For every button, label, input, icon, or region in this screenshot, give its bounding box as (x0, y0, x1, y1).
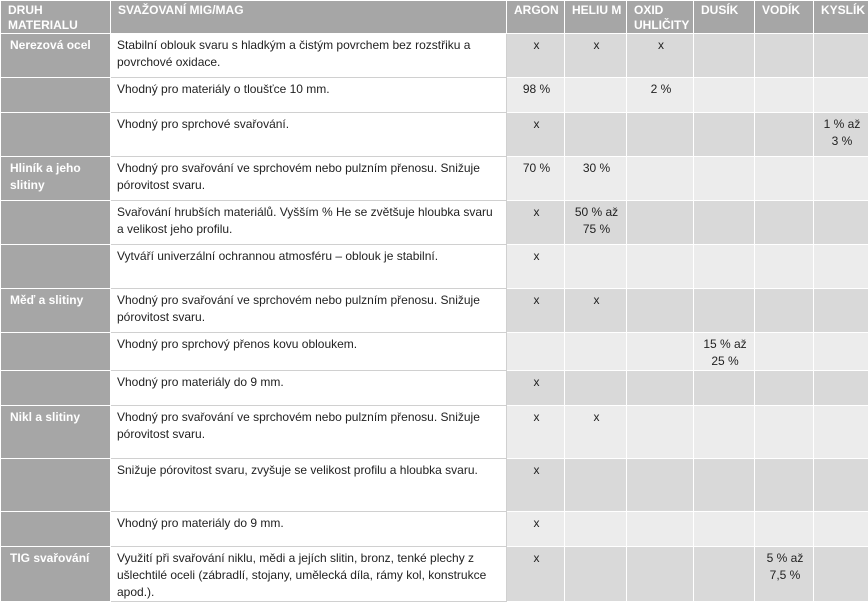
header-oxygen: KYSLÍK (814, 1, 868, 34)
hydrogen-cell (755, 245, 814, 289)
co2-cell (627, 459, 694, 512)
nitrogen-cell (694, 406, 755, 459)
material-cell: TIG svařování (1, 547, 111, 602)
table-row (1, 78, 868, 113)
nitrogen-cell (694, 113, 755, 157)
co2-cell (627, 371, 694, 406)
hydrogen-cell (755, 459, 814, 512)
nitrogen-cell (694, 512, 755, 547)
nitrogen-cell (694, 459, 755, 512)
description-cell: Vhodný pro svařování ve sprchovém nebo pulzním přenosu. Snižuje pórovitost svaru. (111, 157, 507, 201)
oxygen-cell (814, 34, 868, 78)
material-cell: Hliník a jeho slitiny (1, 157, 111, 201)
table-row (1, 547, 868, 602)
hydrogen-cell (755, 333, 814, 371)
material-cell (1, 201, 111, 245)
nitrogen-cell (694, 371, 755, 406)
header-row (1, 1, 868, 34)
hydrogen-cell (755, 289, 814, 333)
argon-cell: x (507, 201, 565, 245)
material-cell: Nerezová ocel (1, 34, 111, 78)
header-nitrogen: DUSÍK (694, 1, 755, 34)
description-cell: Vytváří univerzální ochrannou atmosféru – oblouk je stabilní. (111, 245, 507, 289)
hydrogen-cell (755, 78, 814, 113)
table-row (1, 157, 868, 201)
helium-cell: x (565, 34, 627, 78)
table-row (1, 201, 868, 245)
description-cell: Vhodný pro svařování ve sprchovém nebo pulzním přenosu. Snižuje pórovitost svaru. (111, 406, 507, 459)
oxygen-cell (814, 371, 868, 406)
hydrogen-cell: 5 % až 7,5 % (755, 547, 814, 602)
argon-cell: x (507, 512, 565, 547)
hydrogen-cell (755, 201, 814, 245)
oxygen-cell (814, 333, 868, 371)
table-row (1, 459, 868, 512)
table-row (1, 113, 868, 157)
header-helium: HELIU M (565, 1, 627, 34)
oxygen-cell (814, 157, 868, 201)
hydrogen-cell (755, 371, 814, 406)
co2-cell: 2 % (627, 78, 694, 113)
co2-cell (627, 512, 694, 547)
helium-cell: x (565, 289, 627, 333)
description-cell: Využití při svařování niklu, mědi a jejích slitin, bronz, tenké plechy z ušlechtilé oceli (zábradlí, stojany, umělecká díla, rámy kol, konstrukce apod.). (111, 547, 507, 602)
table-row (1, 371, 868, 406)
description-cell: Snižuje pórovitost svaru, zvyšuje se velikost profilu a hloubka svaru. (111, 459, 507, 512)
helium-cell (565, 113, 627, 157)
co2-cell (627, 333, 694, 371)
nitrogen-cell (694, 157, 755, 201)
co2-cell (627, 289, 694, 333)
description-cell: Vhodný pro sprchové svařování. (111, 113, 507, 157)
material-cell (1, 512, 111, 547)
helium-cell (565, 512, 627, 547)
oxygen-cell (814, 512, 868, 547)
helium-cell: x (565, 406, 627, 459)
table-row (1, 512, 868, 547)
oxygen-cell (814, 406, 868, 459)
table-row (1, 245, 868, 289)
argon-cell: x (507, 245, 565, 289)
description-cell: Vhodný pro materiály do 9 mm. (111, 512, 507, 547)
nitrogen-cell (694, 245, 755, 289)
argon-cell: x (507, 113, 565, 157)
material-cell (1, 78, 111, 113)
helium-cell: 50 % až 75 % (565, 201, 627, 245)
table-row (1, 289, 868, 333)
co2-cell (627, 113, 694, 157)
material-cell (1, 371, 111, 406)
oxygen-cell (814, 245, 868, 289)
argon-cell: x (507, 34, 565, 78)
oxygen-cell (814, 201, 868, 245)
argon-cell: x (507, 289, 565, 333)
hydrogen-cell (755, 406, 814, 459)
co2-cell (627, 201, 694, 245)
nitrogen-cell (694, 78, 755, 113)
co2-cell (627, 406, 694, 459)
hydrogen-cell (755, 113, 814, 157)
nitrogen-cell (694, 201, 755, 245)
helium-cell (565, 371, 627, 406)
oxygen-cell: 1 % až 3 % (814, 113, 868, 157)
helium-cell (565, 333, 627, 371)
oxygen-cell (814, 547, 868, 602)
material-cell (1, 333, 111, 371)
description-cell: Svařování hrubších materiálů. Vyšším % He se zvětšuje hloubka svaru a velikost jeho profilu. (111, 201, 507, 245)
hydrogen-cell (755, 512, 814, 547)
nitrogen-cell (694, 289, 755, 333)
co2-cell (627, 547, 694, 602)
table-row (1, 34, 868, 78)
material-cell (1, 459, 111, 512)
header-co2: OXID UHLIČITY (627, 1, 694, 34)
helium-cell (565, 547, 627, 602)
header-material: DRUH MATERIALU (1, 1, 111, 34)
argon-cell: x (507, 459, 565, 512)
description-cell: Vhodný pro svařování ve sprchovém nebo pulzním přenosu. Snižuje pórovitost svaru. (111, 289, 507, 333)
argon-cell: x (507, 406, 565, 459)
oxygen-cell (814, 78, 868, 113)
header-process: SVAŽOVANÍ MIG/MAG (111, 1, 507, 34)
description-cell: Vhodný pro sprchový přenos kovu obloukem. (111, 333, 507, 371)
nitrogen-cell: 15 % až 25 % (694, 333, 755, 371)
nitrogen-cell (694, 34, 755, 78)
table-row (1, 333, 868, 371)
material-cell: Měď a slitiny (1, 289, 111, 333)
co2-cell (627, 245, 694, 289)
helium-cell (565, 459, 627, 512)
argon-cell: 70 % (507, 157, 565, 201)
material-cell (1, 245, 111, 289)
helium-cell (565, 245, 627, 289)
hydrogen-cell (755, 157, 814, 201)
co2-cell (627, 157, 694, 201)
argon-cell (507, 333, 565, 371)
header-hydrogen: VODÍK (755, 1, 814, 34)
nitrogen-cell (694, 547, 755, 602)
argon-cell: x (507, 371, 565, 406)
description-cell: Vhodný pro materiály do 9 mm. (111, 371, 507, 406)
argon-cell: 98 % (507, 78, 565, 113)
hydrogen-cell (755, 34, 814, 78)
header-argon: ARGON (507, 1, 565, 34)
helium-cell (565, 78, 627, 113)
co2-cell: x (627, 34, 694, 78)
description-cell: Vhodný pro materiály o tloušťce 10 mm. (111, 78, 507, 113)
oxygen-cell (814, 459, 868, 512)
table-row (1, 406, 868, 459)
helium-cell: 30 % (565, 157, 627, 201)
material-cell (1, 113, 111, 157)
material-cell: Nikl a slitiny (1, 406, 111, 459)
argon-cell: x (507, 547, 565, 602)
oxygen-cell (814, 289, 868, 333)
description-cell: Stabilní oblouk svaru s hladkým a čistým povrchem bez rozstřiku a povrchové oxidace. (111, 34, 507, 78)
